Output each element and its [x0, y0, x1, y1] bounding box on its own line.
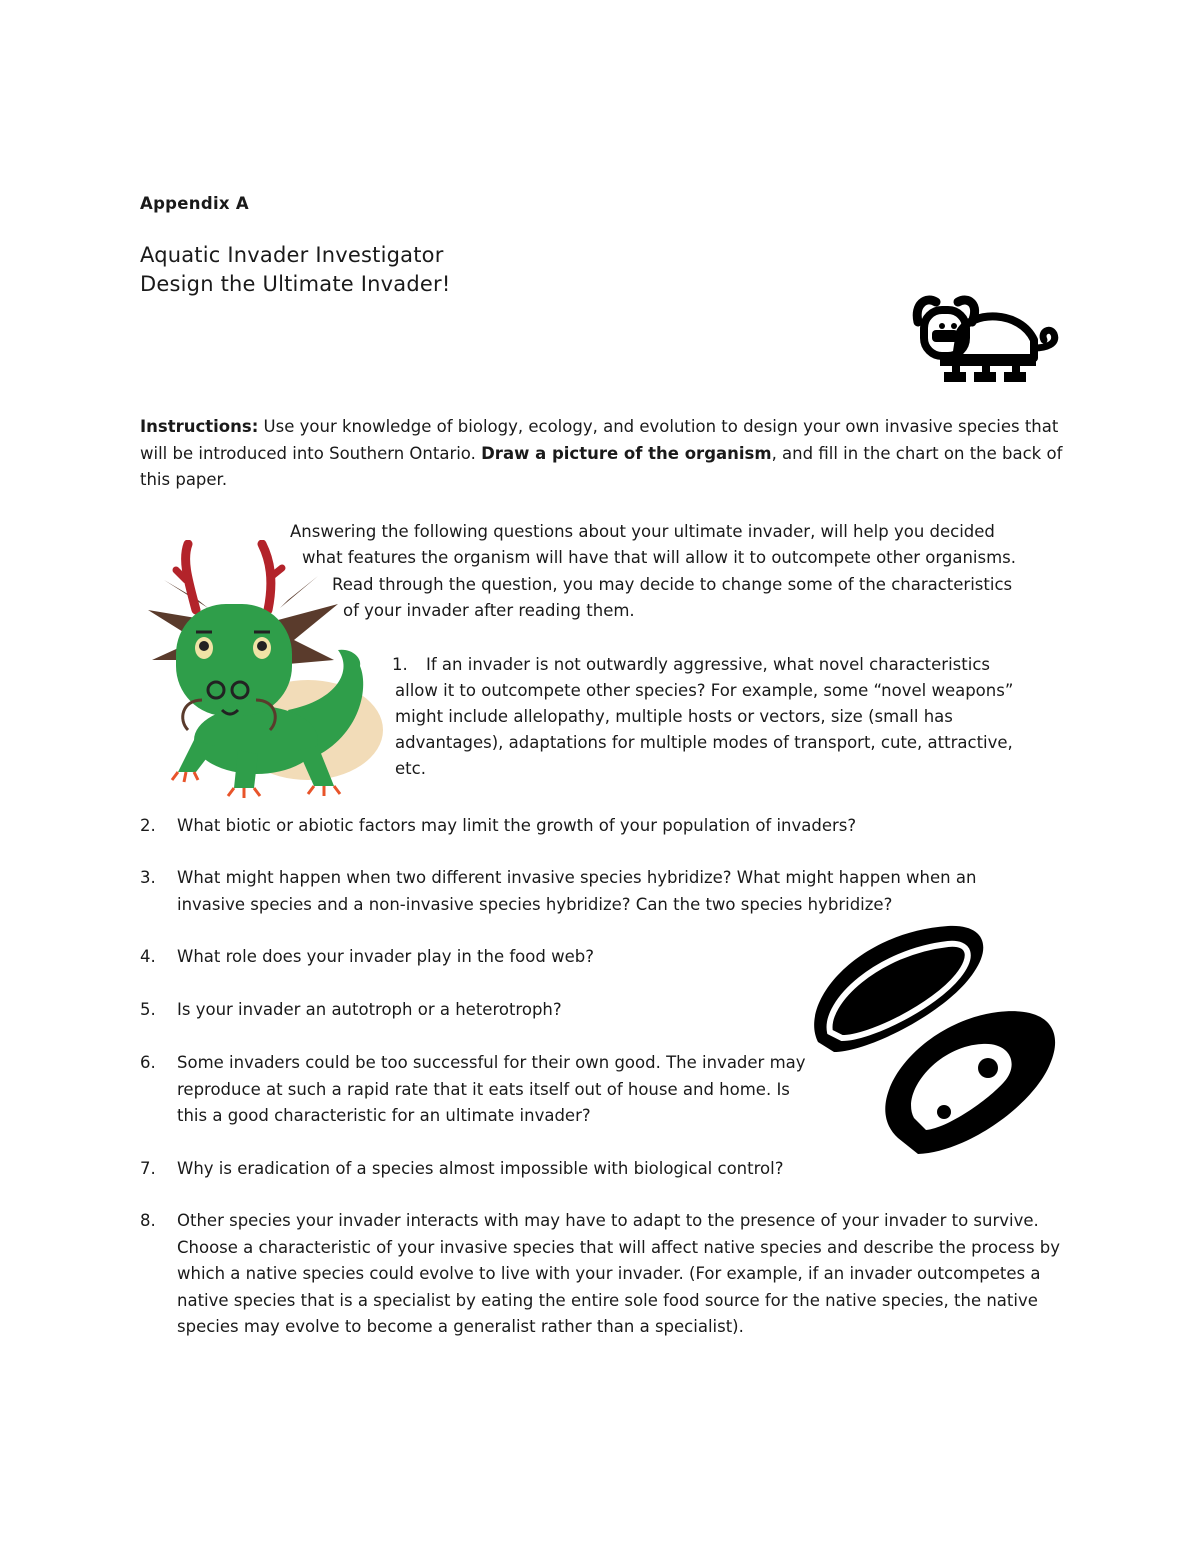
- instructions-bold-phrase: Draw a picture of the organism: [481, 443, 772, 463]
- page-subtitle: Design the Ultimate Invader!: [140, 272, 451, 296]
- instructions-paragraph: [140, 414, 1070, 494]
- instructions-text-b: , and fill in the chart on the back of this paper.: [140, 443, 1063, 489]
- question-5-number: 5.: [140, 1000, 156, 1019]
- question-1-line-5: etc.: [395, 759, 426, 778]
- question-1-line-1: If an invader is not outwardly aggressive, what novel characteristics: [426, 655, 990, 674]
- intro-line-2: what features the organism will have that will allow it to outcompete other organisms.: [302, 548, 1017, 567]
- intro-line-1: Answering the following questions about your ultimate invader, will help you decided: [290, 522, 995, 541]
- question-8-text: Other species your invader interacts with may have to adapt to the presence of your invader to survive. Choose a characteristic of your invasive species that will affect native species and describe the process by which a native species could evolve to live with your invader. (For example, if an invader outcompetes a native species that is a specialist by eating the entire sole food source for the native species, the native species may evolve to become a generalist rather than a specialist).: [177, 1211, 1061, 1336]
- question-7-number: 7.: [140, 1159, 156, 1178]
- question-8-number: 8.: [140, 1211, 156, 1230]
- mussel-icon: [798, 922, 1060, 1162]
- question-1-number: 1.: [392, 655, 408, 674]
- question-5-text: Is your invader an autotroph or a heterotroph?: [177, 1000, 562, 1019]
- question-2-number: 2.: [140, 816, 156, 835]
- question-1-line-3: might include allelopathy, multiple hosts or vectors, size (small has: [395, 707, 953, 726]
- question-6-number: 6.: [140, 1053, 156, 1072]
- page-title: Aquatic Invader Investigator: [140, 243, 444, 267]
- question-4-number: 4.: [140, 947, 156, 966]
- intro-line-3: Read through the question, you may decide to change some of the characteristics: [332, 575, 1013, 594]
- question-3-number: 3.: [140, 868, 156, 887]
- turtle-icon: [912, 292, 1062, 392]
- question-4-text: What role does your invader play in the food web?: [177, 947, 594, 966]
- question-3-text: What might happen when two different invasive species hybridize? What might happen when an invasive species and a non-invasive species hybridize? Can the two species hybridize?: [177, 868, 977, 914]
- question-6-text: Some invaders could be too successful for their own good. The invader may reproduce at such a rapid rate that it eats itself out of house and home. Is this a good characteristic for an ultimate invader?: [177, 1053, 806, 1125]
- instructions-label: Instructions:: [140, 417, 259, 436]
- instructions-text-a: Use your knowledge of biology, ecology, and evolution to design your own invasive species that will be introduced into Southern Ontario.: [140, 417, 1059, 463]
- question-1-line-2: allow it to outcompete other species? For example, some “novel weapons”: [395, 681, 1014, 700]
- question-7-text: Why is eradication of a species almost impossible with biological control?: [177, 1159, 784, 1178]
- appendix-label: Appendix A: [140, 194, 249, 213]
- question-1-line-4: advantages), adaptations for multiple modes of transport, cute, attractive,: [395, 733, 1013, 752]
- question-2-text: What biotic or abiotic factors may limit the growth of your population of invaders?: [177, 816, 857, 835]
- intro-line-4: of your invader after reading them.: [343, 601, 635, 620]
